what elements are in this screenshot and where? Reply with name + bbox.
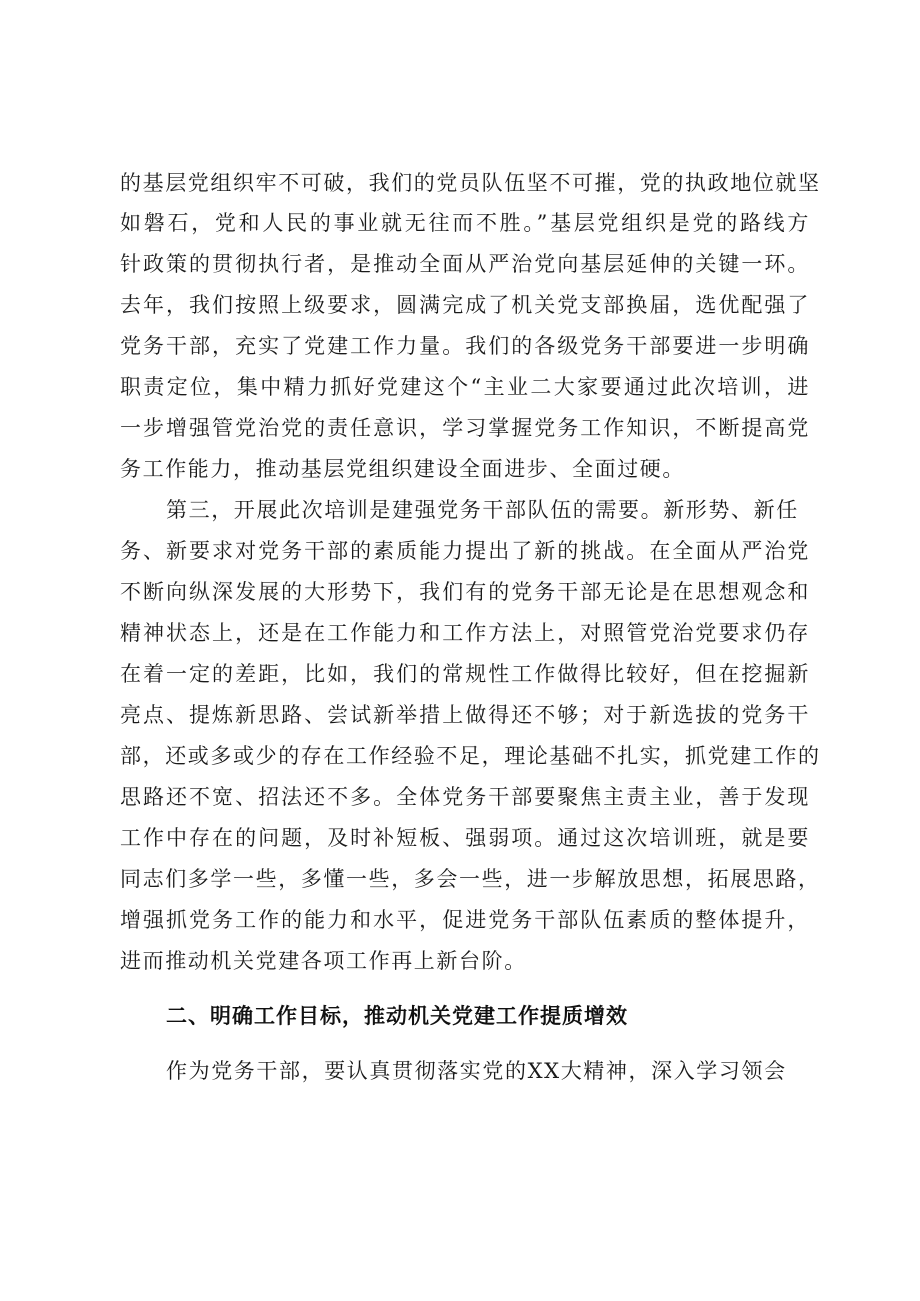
- text-line: 部，还或多或少的存在工作经验不足，理论基础不扎实，抓党建工作的: [120, 744, 821, 768]
- text-line: 务工作能力，推动基层党组织建设全面进步、全面过硬。: [120, 457, 685, 481]
- text-line: 在着一定的差距，比如，我们的常规性工作做得比较好，但在挖掘新: [120, 662, 810, 686]
- text-line: 同志们多学一些，多懂一些，多会一些，进一步解放思想，拓展思路，: [120, 867, 821, 891]
- text-line: 务、新要求对党务干部的素质能力提出了新的挑战。在全面从严治党: [120, 539, 810, 563]
- text-line: 精神状态上，还是在工作能力和工作方法上，对照管党治党要求仍存: [120, 621, 810, 645]
- paragraph-first-line: 第三，开展此次培训是建强党务干部队伍的需要。新形势、新任: [166, 498, 799, 522]
- text-line: 增强抓党务工作的能力和水平，促进党务干部队伍素质的整体提升，: [120, 908, 810, 932]
- text-line: 党务干部，充实了党建工作力量。我们的各级党务干部要进一步明确: [120, 334, 810, 358]
- text-line: 的基层党组织牢不可破，我们的党员队伍坚不可摧，党的执政地位就坚: [120, 171, 821, 195]
- section-heading: 二、明确工作目标，推动机关党建工作提质增效: [166, 1004, 628, 1028]
- text-line: 不断向纵深发展的大形势下，我们有的党务干部无论是在思想观念和: [120, 580, 810, 604]
- text-line: 工作中存在的问题，及时补短板、强弱项。通过这次培训班，就是要: [120, 826, 810, 850]
- text-line: 进而推动机关党建各项工作再上新台阶。: [120, 949, 527, 973]
- text-line: 针政策的贯彻执行者，是推动全面从严治党向基层延伸的关键一环。: [120, 252, 810, 276]
- text-line: 亮点、提炼新思路、尝试新举措上做得还不够；对于新选拔的党务干: [120, 703, 810, 727]
- text-line: 一步增强管党治党的责任意识，学习掌握党务工作知识，不断提高党: [120, 416, 810, 440]
- text-line: 职责定位，集中精力抓好党建这个“主业二大家要通过此次培训，进: [120, 375, 810, 399]
- text-line: 思路还不宽、招法还不多。全体党务干部要聚焦主责主业，善于发现: [120, 785, 810, 809]
- text-line: 去年，我们按照上级要求，圆满完成了机关党支部换届，选优配强了: [120, 293, 810, 317]
- text-line: 如磐石，党和人民的事业就无往而不胜。”基层党组织是党的路线方: [120, 211, 810, 235]
- paragraph-first-line: 作为党务干部，要认真贯彻落实党的XX大精神，深入学习领会: [166, 1059, 787, 1083]
